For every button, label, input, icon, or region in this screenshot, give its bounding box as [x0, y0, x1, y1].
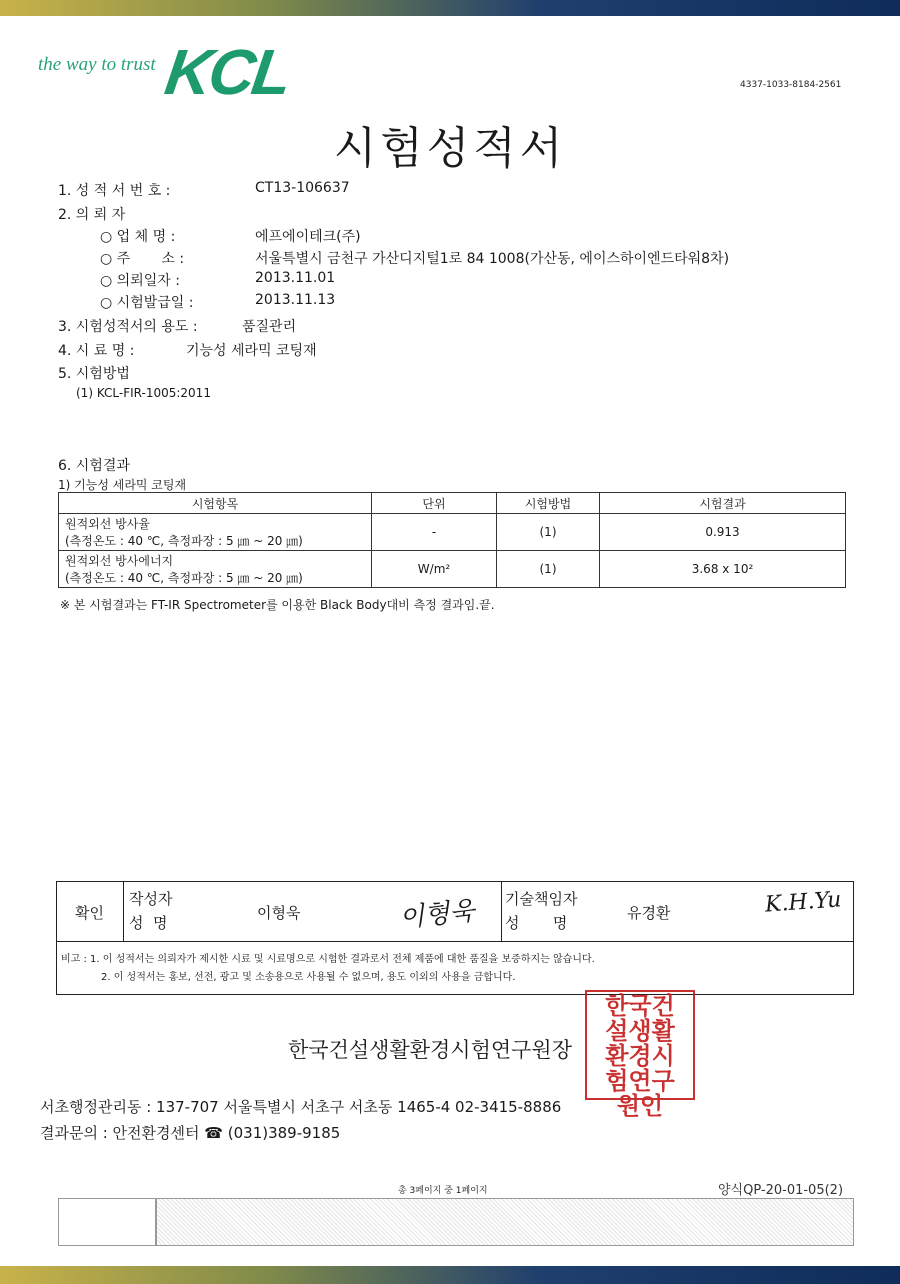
purpose-value: 품질관리: [242, 319, 297, 335]
table-row: [59, 514, 846, 551]
row-item-cell: [59, 551, 372, 588]
row-unit: -: [372, 514, 497, 551]
address-value: 서울특별시 금천구 가산디지털1로 84 1008(가산동, 에이스하이엔드타워8차): [255, 251, 730, 267]
request-date-value: 2013.11.01: [255, 270, 336, 286]
sample-label: 4. 시 료 명 :: [58, 343, 135, 359]
contact-label: 결과문의 : 안전환경센터: [40, 1124, 200, 1142]
official-seal: [585, 990, 695, 1120]
row-method: (1): [497, 551, 600, 588]
company-value: 에프에이테크(주): [255, 229, 361, 245]
page-count: 총 3페이지 중 1페이지: [398, 1186, 488, 1196]
results-table: [58, 492, 846, 588]
writer-label-title: 작성자: [129, 890, 173, 908]
sample-value: 기능성 세라믹 코팅재: [186, 343, 317, 359]
tech-signature: K.H.Yu: [764, 887, 843, 918]
client-label: 2. 의 뢰 자: [58, 207, 126, 223]
col-header-method: 시험방법: [497, 493, 600, 514]
purpose-label: 3. 시험성적서의 용도 :: [58, 319, 198, 335]
remark-2: 2. 이 성적서는 홍보, 선전, 광고 및 소송용으로 사용될 수 없으며, 용도 이외의 사용을 금합니다.: [101, 972, 516, 983]
results-subheading: 1) 기능성 세라믹 코팅재: [58, 478, 187, 492]
issue-date-label: ○ 시험발급일 :: [100, 295, 194, 311]
row-unit: W/m²: [372, 551, 497, 588]
row-condition: (측정온도 : 40 ℃, 측정파장 : 5 ㎛ ~ 20 ㎛): [65, 534, 303, 548]
contact-line: [40, 1122, 340, 1143]
page-title: 시험성적서: [333, 123, 567, 174]
kcl-logo: KCL: [160, 36, 294, 108]
table-row: [59, 551, 846, 588]
contact-phone: (031)389-9185: [227, 1124, 341, 1142]
report-number-value: CT13-106637: [255, 180, 350, 196]
security-pattern: [156, 1198, 854, 1246]
office-address: 서초행정관리동 : 137-707 서울특별시 서초구 서초동 1465-4 02-3415-8886: [40, 1098, 562, 1116]
remark-1: 비고 : 1. 이 성적서는 의뢰자가 제시한 시료 및 시료명으로 시험한 결과로서 전체 제품에 대한 품질을 보증하지는 않습니다.: [61, 954, 595, 965]
col-header-item: 시험항목: [59, 493, 372, 514]
results-note: ※ 본 시험결과는 FT-IR Spectrometer를 이용한 Black Body대비 측정 결과임.끝.: [60, 598, 495, 612]
request-date-label: ○ 의뢰일자 :: [100, 273, 180, 289]
row-item: 원적외선 방사율: [65, 517, 150, 531]
writer-name: 이형욱: [257, 904, 301, 922]
bottom-color-bar: [0, 1266, 900, 1284]
row-result: 0.913: [600, 514, 846, 551]
method-label: 5. 시험방법: [58, 366, 130, 382]
tech-name: 유경환: [627, 904, 671, 922]
footer-blank-box: [58, 1198, 156, 1246]
address-label: ○ 주 소 :: [100, 251, 185, 267]
confirm-label: 확인: [75, 904, 104, 922]
document-number: 4337-1033-8184-2561: [740, 80, 842, 90]
method-value: (1) KCL-FIR-1005:2011: [76, 386, 211, 400]
issuer-name: 한국건설생활환경시험연구원장: [288, 1038, 573, 1062]
row-condition: (측정온도 : 40 ℃, 측정파장 : 5 ㎛ ~ 20 ㎛): [65, 571, 303, 585]
issue-date-value: 2013.11.13: [255, 292, 336, 308]
tech-label-title: 기술책임자: [505, 890, 578, 908]
col-header-result: 시험결과: [600, 493, 846, 514]
company-label: ○ 업 체 명 :: [100, 229, 176, 245]
top-color-bar: [0, 0, 900, 16]
row-method: (1): [497, 514, 600, 551]
confirmation-box: [56, 881, 854, 995]
table-header-row: [59, 493, 846, 514]
seal-text: 한국건설생활환경시험연구원인: [605, 992, 675, 1120]
tech-label-name: 성 명: [505, 914, 568, 932]
writer-label-name: 성 명: [129, 914, 168, 932]
form-number: 양식QP-20-01-05(2): [718, 1183, 844, 1198]
row-item: 원적외선 방사에너지: [65, 554, 174, 568]
row-item-cell: [59, 514, 372, 551]
phone-icon: ☎: [204, 1124, 223, 1142]
writer-signature: 이형욱: [397, 896, 476, 934]
row-result: 3.68 x 10²: [600, 551, 846, 588]
results-heading: 6. 시험결과: [58, 458, 130, 474]
brand-tagline: the way to trust: [38, 54, 156, 75]
col-header-unit: 단위: [372, 493, 497, 514]
report-number-label: 1. 성 적 서 번 호 :: [58, 183, 171, 199]
